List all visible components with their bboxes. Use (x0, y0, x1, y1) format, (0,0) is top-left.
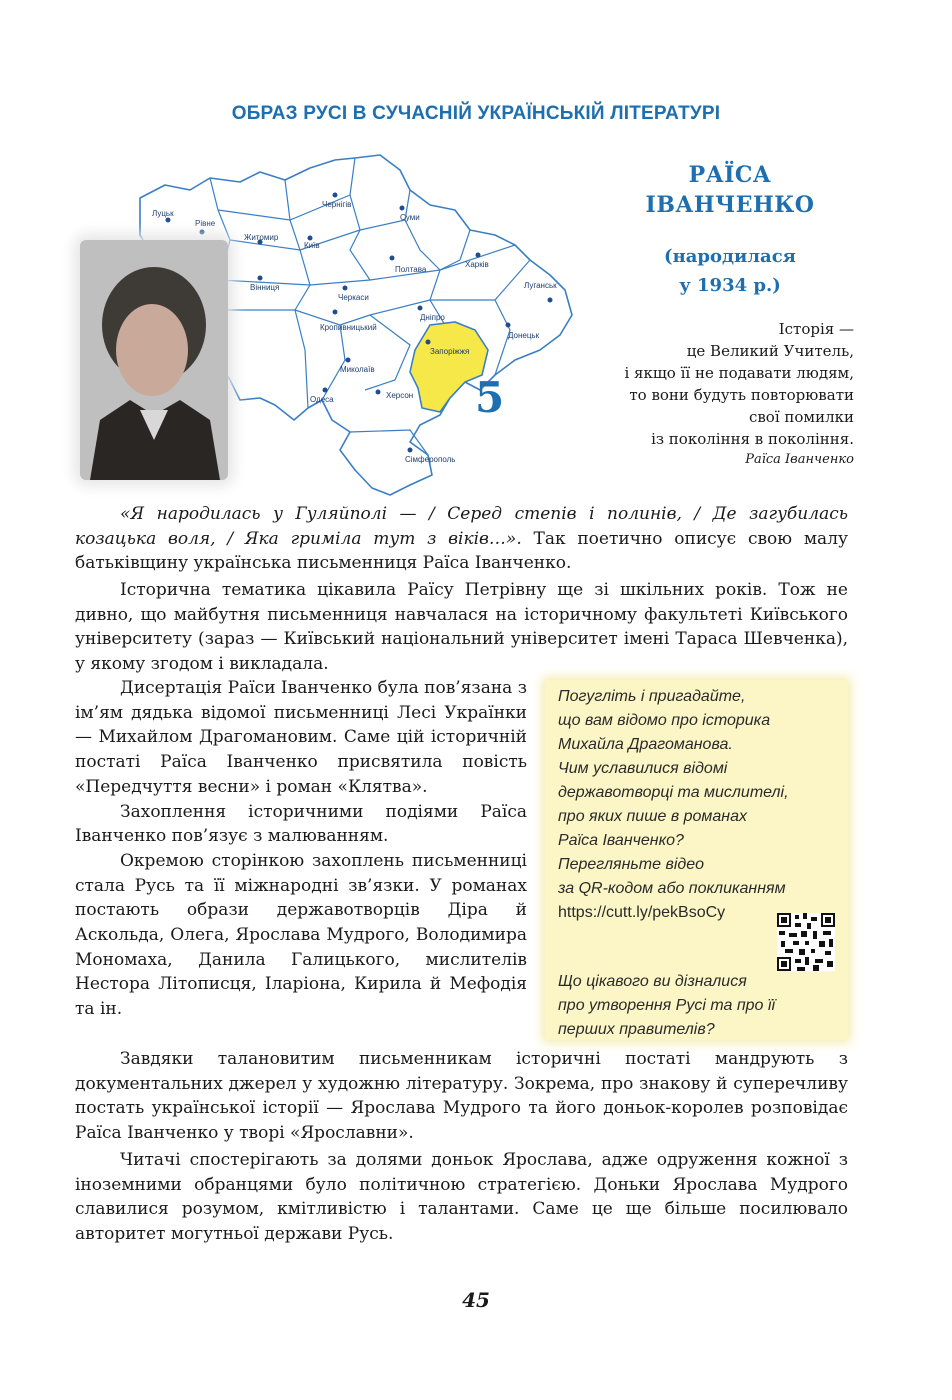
epigraph-line: то вони будуть повторювати (629, 386, 854, 404)
page-number: 45 (462, 1288, 490, 1312)
svg-text:Дніпро: Дніпро (420, 313, 445, 322)
paragraph-1 (75, 502, 848, 576)
paragraph-7 (75, 1148, 848, 1247)
paragraph-2-text: Історична тематика цікавила Раїсу Петрівну ще зі шкільних років. Тож не дивно, що майбутня письменниця навчалася на історичному факультеті Київського університету (зараз — Київський національний університет імені Тараса Шевченка), у якому згодом і викладала. (75, 580, 848, 675)
svg-text:Житомир: Житомир (244, 233, 279, 242)
svg-text:Сімферополь: Сімферополь (405, 455, 456, 464)
svg-text:Кропивницький: Кропивницький (320, 323, 377, 332)
epigraph-line: Історія — (778, 320, 854, 338)
birth-line1: (народилася (664, 246, 796, 267)
epigraph-line: це Великий Учитель, (686, 342, 854, 360)
box-line: державотворці та мислителі, (558, 784, 789, 801)
paragraph-3-text: Дисертація Раїси Іванченко була пов’язана з ім’ям дядька відомої письменниці Лесі Українки — Михайлом Драгомановим. Саме цій історичній постаті Раїса Іванченко присвятила повість «Передчуття весни» і роман «Клятва». (75, 678, 527, 797)
author-birth (630, 242, 830, 300)
box-line: Погугліть і пригадайте, (558, 688, 746, 705)
paragraph-6-text: Завдяки талановитим письменникам історичні постаті мандрують з документальних джерел у художню літературу. Зокрема, про знакову й суперечливу постать української історії — Ярослава Мудрого та його доньок-королев розповідає Раїса Іванченко у творі «Ярославни». (75, 1049, 848, 1144)
svg-text:Полтава: Полтава (395, 265, 427, 274)
paragraph-1-text: Так поетично описує свою малу батьківщину українська письменниця Раїса Іванченко. (75, 528, 848, 574)
svg-text:Донецьк: Донецьк (508, 331, 540, 340)
svg-text:Херсон: Херсон (386, 391, 414, 400)
svg-text:Суми: Суми (400, 213, 420, 222)
box-line: перших правителів? (558, 1021, 715, 1038)
poem-quote: «Я народилась у Гуляйполі — / Серед степів і полинів, / Де загубилась козацька воля, / Яка гриміла тут з віків…». (75, 504, 848, 549)
svg-text:Запоріжжя: Запоріжжя (430, 347, 470, 356)
svg-text:Чернігів: Чернігів (322, 200, 352, 209)
box-line: Перегляньте відео (558, 856, 705, 873)
paragraph-4-text: Захоплення історичними подіями Раїса Іванченко пов’язує з малюванням. (75, 801, 527, 847)
paragraph-2 (75, 578, 848, 677)
epigraph-line: із покоління в покоління. (651, 430, 854, 448)
epigraph-author: Раїса Іванченко (745, 452, 854, 467)
author-name-line1: РАЇСА (688, 162, 772, 188)
svg-text:Миколаїв: Миколаїв (340, 365, 375, 374)
portrait-image (80, 240, 228, 480)
svg-text:Київ: Київ (304, 241, 320, 250)
questions-box (545, 680, 848, 1040)
author-name (630, 160, 830, 220)
section-title: ОБРАЗ РУСІ В СУЧАСНІЙ УКРАЇНСЬКІЙ ЛІТЕРАТУРІ (231, 103, 721, 124)
epigraph-line: свої помилки (748, 408, 854, 426)
svg-text:Харків: Харків (465, 260, 489, 269)
svg-text:Луцьк: Луцьк (152, 209, 174, 218)
author-portrait (80, 240, 228, 480)
box-line: про утворення Русі та про її (558, 997, 775, 1014)
box-line: про яких пише в романах (558, 808, 747, 825)
narrow-column (75, 676, 527, 1022)
svg-text:Черкаси: Черкаси (338, 293, 369, 302)
paragraph-5-text: Окремою сторінкою захоплень письменниці стала Русь та її міжнародні зв’язки. У романах постають образи державотворців Діра й Аскольда, Олега, Ярослава Мудрого, Володимира Мономаха, Данила Галицького, мислителів Нестора Літописця, Іларіона, Кирила й Мефодія та ін. (75, 850, 527, 1020)
paragraph-6 (75, 1047, 848, 1146)
video-link[interactable]: https://cutt.ly/pekBsoCy (558, 904, 726, 921)
svg-text:Вінниця: Вінниця (250, 283, 280, 292)
box-question-4 (558, 970, 775, 1042)
paragraph-7-text: Читачі спостерігають за долями доньок Ярослава, адже одруження кожної з іноземними обранцями було політичною стратегією. Доньки Ярослава Мудрого славилися розумом, кмітливістю і талантами. Саме це ще більше посилювало авторитет могутньої держави Русь. (75, 1150, 848, 1245)
birth-line2: у 1934 р.) (679, 275, 781, 296)
box-line: Раїса Іванченко? (558, 832, 684, 849)
svg-text:Одеса: Одеса (310, 395, 334, 404)
box-line: Що цікавого ви дізналися (558, 973, 747, 990)
map-marker-5: 5 (475, 373, 505, 422)
box-line: що вам відомо про історика (558, 712, 771, 729)
box-line: за QR-кодом або покликанням (558, 880, 786, 897)
epigraph-line: і якщо її не подавати людям, (624, 364, 854, 382)
qr-code-icon[interactable] (777, 913, 835, 971)
svg-text:Рівне: Рівне (195, 219, 216, 228)
box-line: Чим уславилися відомі (558, 760, 728, 777)
epigraph (524, 318, 854, 470)
box-line: Михайла Драгоманова. (558, 736, 733, 753)
author-name-line2: ІВАНЧЕНКО (645, 192, 815, 218)
svg-text:Луганськ: Луганськ (524, 281, 557, 290)
